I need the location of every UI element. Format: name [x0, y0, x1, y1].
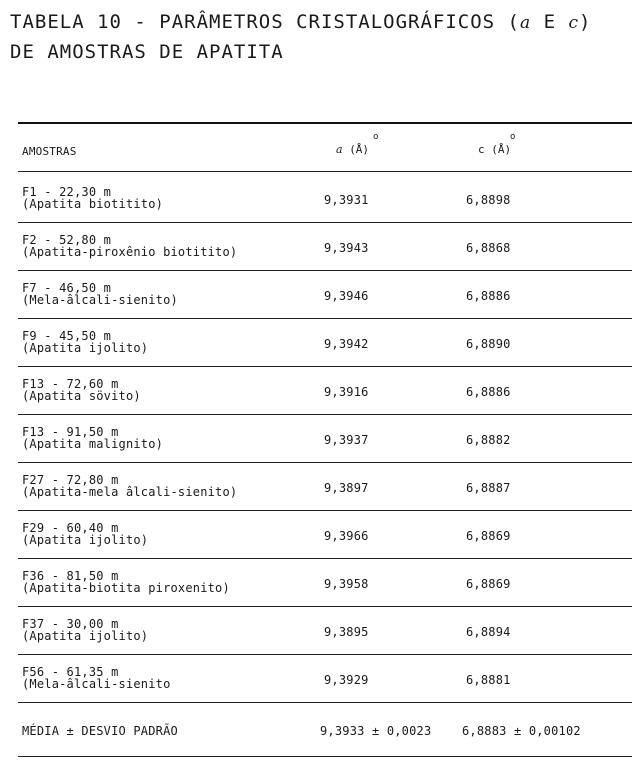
bottom-rule: [18, 756, 632, 757]
table-title: [10, 8, 591, 67]
value-c: 6,8869: [466, 529, 511, 543]
sample-rock: (Apatita biotitito): [22, 197, 164, 211]
summary-label: MÉDIA ± DESVIO PADRÃO: [22, 724, 178, 738]
top-rule: [18, 122, 632, 124]
title-line-1-text: TABELA 10 - PARÂMETROS CRISTALOGRÁFICOS (: [10, 11, 520, 33]
row-divider: [18, 270, 632, 271]
summary-a: 9,3933 ± 0,0023: [320, 724, 432, 738]
header-a: [336, 144, 369, 156]
title-param-c: c: [568, 13, 579, 33]
row-divider: [18, 366, 632, 367]
sample-id: F1 - 22,30 m: [22, 185, 112, 199]
header-c: [478, 144, 511, 156]
value-c: 6,8890: [466, 337, 511, 351]
value-c: 6,8881: [466, 673, 511, 687]
header-a-symbol: a: [336, 143, 343, 156]
sample-rock: (Apatita-piroxênio biotitito): [22, 245, 238, 259]
sample-rock: (Apatita sövito): [22, 389, 141, 403]
row-divider: [18, 558, 632, 559]
sample-id: F13 - 91,50 m: [22, 425, 119, 439]
header-a-unit: (Å): [349, 143, 370, 156]
value-c: 6,8868: [466, 241, 511, 255]
sample-rock: (Apatita-mela âlcali-sienito): [22, 485, 238, 499]
header-c-symbol: c: [478, 143, 485, 156]
sample-id: F9 - 45,50 m: [22, 329, 112, 343]
sample-id: F27 - 72,80 m: [22, 473, 119, 487]
sample-id: F13 - 72,60 m: [22, 377, 119, 391]
value-c: 6,8887: [466, 481, 511, 495]
header-samples: AMOSTRAS: [22, 145, 77, 158]
sample-rock: (Mela-âlcali-sienito: [22, 677, 171, 691]
sample-rock: (Apatita ijolito): [22, 341, 149, 355]
value-a: 9,3943: [324, 241, 369, 255]
row-divider: [18, 414, 632, 415]
title-param-a: a: [520, 13, 532, 33]
value-a: 9,3929: [324, 673, 369, 687]
row-divider: [18, 222, 632, 223]
header-rule: [18, 171, 632, 172]
sample-rock: (Apatita malignito): [22, 437, 164, 451]
sample-rock: (Apatita ijolito): [22, 629, 149, 643]
value-c: 6,8894: [466, 625, 511, 639]
value-a: 9,3895: [324, 625, 369, 639]
row-divider: [18, 606, 632, 607]
row-divider: [18, 702, 632, 703]
row-divider: [18, 318, 632, 319]
header-a-ring: o: [373, 132, 379, 142]
value-a: 9,3942: [324, 337, 369, 351]
title-line-1: [10, 8, 591, 38]
row-divider: [18, 654, 632, 655]
value-a: 9,3966: [324, 529, 369, 543]
row-divider: [18, 462, 632, 463]
value-c: 6,8869: [466, 577, 511, 591]
title-line-1-suffix: ): [579, 11, 592, 33]
value-c: 6,8898: [466, 193, 511, 207]
header-c-unit: (Å): [491, 143, 512, 156]
value-c: 6,8886: [466, 385, 511, 399]
sample-id: F2 - 52,80 m: [22, 233, 112, 247]
sample-rock: (Apatita ijolito): [22, 533, 149, 547]
sample-rock: (Apatita-biotita piroxenito): [22, 581, 230, 595]
row-divider: [18, 510, 632, 511]
sample-id: F56 - 61,35 m: [22, 665, 119, 679]
sample-id: F37 - 30,00 m: [22, 617, 119, 631]
value-a: 9,3946: [324, 289, 369, 303]
value-c: 6,8886: [466, 289, 511, 303]
sample-rock: (Mela-âlcali-sienito): [22, 293, 178, 307]
value-a: 9,3937: [324, 433, 369, 447]
value-a: 9,3931: [324, 193, 369, 207]
summary-c: 6,8883 ± 0,00102: [462, 724, 581, 738]
title-line-1-mid: E: [531, 11, 569, 33]
value-a: 9,3897: [324, 481, 369, 495]
value-a: 9,3916: [324, 385, 369, 399]
sample-id: F29 - 60,40 m: [22, 521, 119, 535]
sample-id: F7 - 46,50 m: [22, 281, 112, 295]
value-a: 9,3958: [324, 577, 369, 591]
header-c-ring: o: [510, 132, 516, 142]
title-line-2: DE AMOSTRAS DE APATITA: [10, 41, 284, 63]
sample-id: F36 - 81,50 m: [22, 569, 119, 583]
value-c: 6,8882: [466, 433, 511, 447]
